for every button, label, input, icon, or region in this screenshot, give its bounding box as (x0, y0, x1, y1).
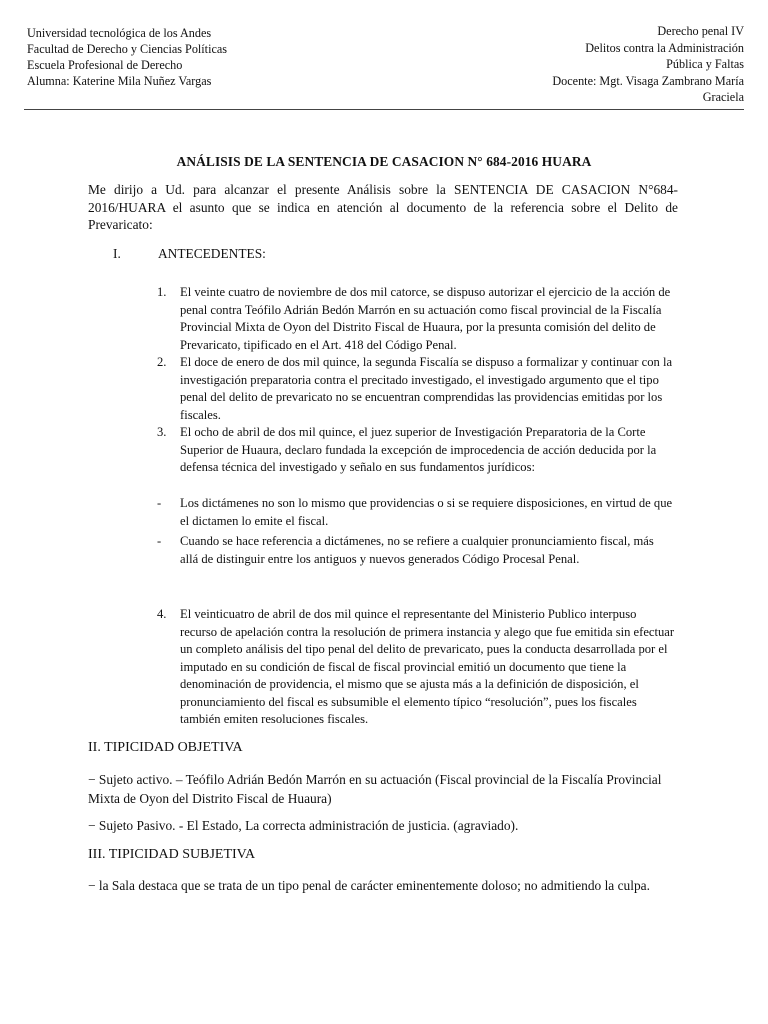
faculty-name: Facultad de Derecho y Ciencias Políticas (27, 42, 228, 56)
school-name: Escuela Profesional de Derecho (27, 58, 183, 72)
list-text: Los dictámenes no son lo mismo que providencias o si se requiere disposiciones, en virtud de que el dictamen lo emite el fiscal. (180, 496, 673, 528)
header-left (27, 25, 227, 89)
section-1-label: ANTECEDENTES: (158, 246, 266, 261)
header-right (484, 23, 744, 106)
list-marker: - (157, 534, 162, 548)
subjective-paragraph: − la Sala destaca que se trata de un tipo penal de carácter eminentemente doloso; no admitiendo la culpa. (88, 878, 650, 893)
header-divider (24, 109, 744, 110)
course-name: Derecho penal IV (657, 24, 744, 38)
section-1-number: I. (113, 246, 121, 261)
student-name: Alumna: Katerine Mila Nuñez Vargas (27, 74, 212, 88)
section-2-heading: II. TIPICIDAD OBJETIVA (88, 740, 243, 755)
list-text: El ocho de abril de dos mil quince, el juez superior de Investigación Preparatoria de la Corte Superior de Huaura, declaro fundada la excepción de improcedencia de acción deducida por la defensa técnica del investigado y señalo en sus fundamentos jurídicos: (180, 425, 657, 474)
course-topic: Delitos contra la Administración (585, 40, 744, 55)
list-marker: 3. (157, 425, 167, 439)
list-text: El veinticuatro de abril de dos mil quince el representante del Ministerio Publico interpuso recurso de apelación contra la resolución de primera instancia y alego que fue emitida sin efectuar un completo análisis del tipo penal del delito de prevaricato, pues la conducta desarrollada por el imputado en su condición de fiscal de fiscal provincial emitió un documento que tiene la denominación de providencia, el mismo que se ajusta más a la definición de disposición, el pronunciamiento del fiscal es subsumible el elemento típico “resolución”, pues los fiscales también emiten resoluciones fiscales. (180, 607, 675, 726)
teacher-name-cont: Graciela (702, 90, 744, 104)
list-text: Cuando se hace referencia a dictámenes, no se refiere a cualquier pronunciamiento fiscal, más allá de distinguir entre los antiguos y nuevos generados Código Procesal Penal. (180, 534, 654, 566)
university-name: Universidad tecnológica de los Andes (27, 26, 212, 40)
section-3-heading: III. TIPICIDAD SUBJETIVA (88, 847, 256, 862)
document-title: ANÁLISIS DE LA SENTENCIA DE CASACION N° 684-2016 HUARA (176, 154, 592, 169)
list-marker: 2. (157, 355, 167, 369)
list-text: El veinte cuatro de noviembre de dos mil catorce, se dispuso autorizar el ejercicio de la acción de penal contra Teófilo Adrián Bedón Marrón en su actuación como fiscal provincial de la Fiscalía Provincial Mixta de Oyon del Distrito Fiscal de Huaura, por la presunta comisión del delito de Prevaricato, tipificado en el Art. 418 del Código Penal. (180, 285, 671, 352)
list-marker: 4. (157, 607, 167, 621)
teacher-name: Docente: Mgt. Visaga Zambrano María (552, 73, 744, 88)
list-text: El doce de enero de dos mil quince, la segunda Fiscalía se dispuso a formalizar y continuar con la investigación preparatoria contra el precitado investigado, el investigado argumento que el tipo penal del delito de prevaricato no se encuentran comprendidas las providencias emitidas por los fiscales. (180, 355, 673, 422)
intro-paragraph: Me dirijo a Ud. para alcanzar el presente Análisis sobre la SENTENCIA DE CASACION N°684-2016/HUARA el asunto que se indica en atención al documento de la referencia sobre el Delito de Prevaricato: (88, 182, 678, 232)
active-subject-paragraph: − Sujeto activo. – Teófilo Adrián Bedón Marrón en su actuación (Fiscal provincial de la Fiscalía Provincial Mixta de Oyon del Distrito Fiscal de Huaura) (88, 772, 662, 806)
course-topic-cont: Pública y Faltas (666, 57, 744, 71)
passive-subject-paragraph: − Sujeto Pasivo. - El Estado, La correcta administración de justicia. (agraviado). (88, 818, 519, 833)
list-marker: - (157, 496, 162, 510)
list-marker: 1. (157, 285, 167, 299)
